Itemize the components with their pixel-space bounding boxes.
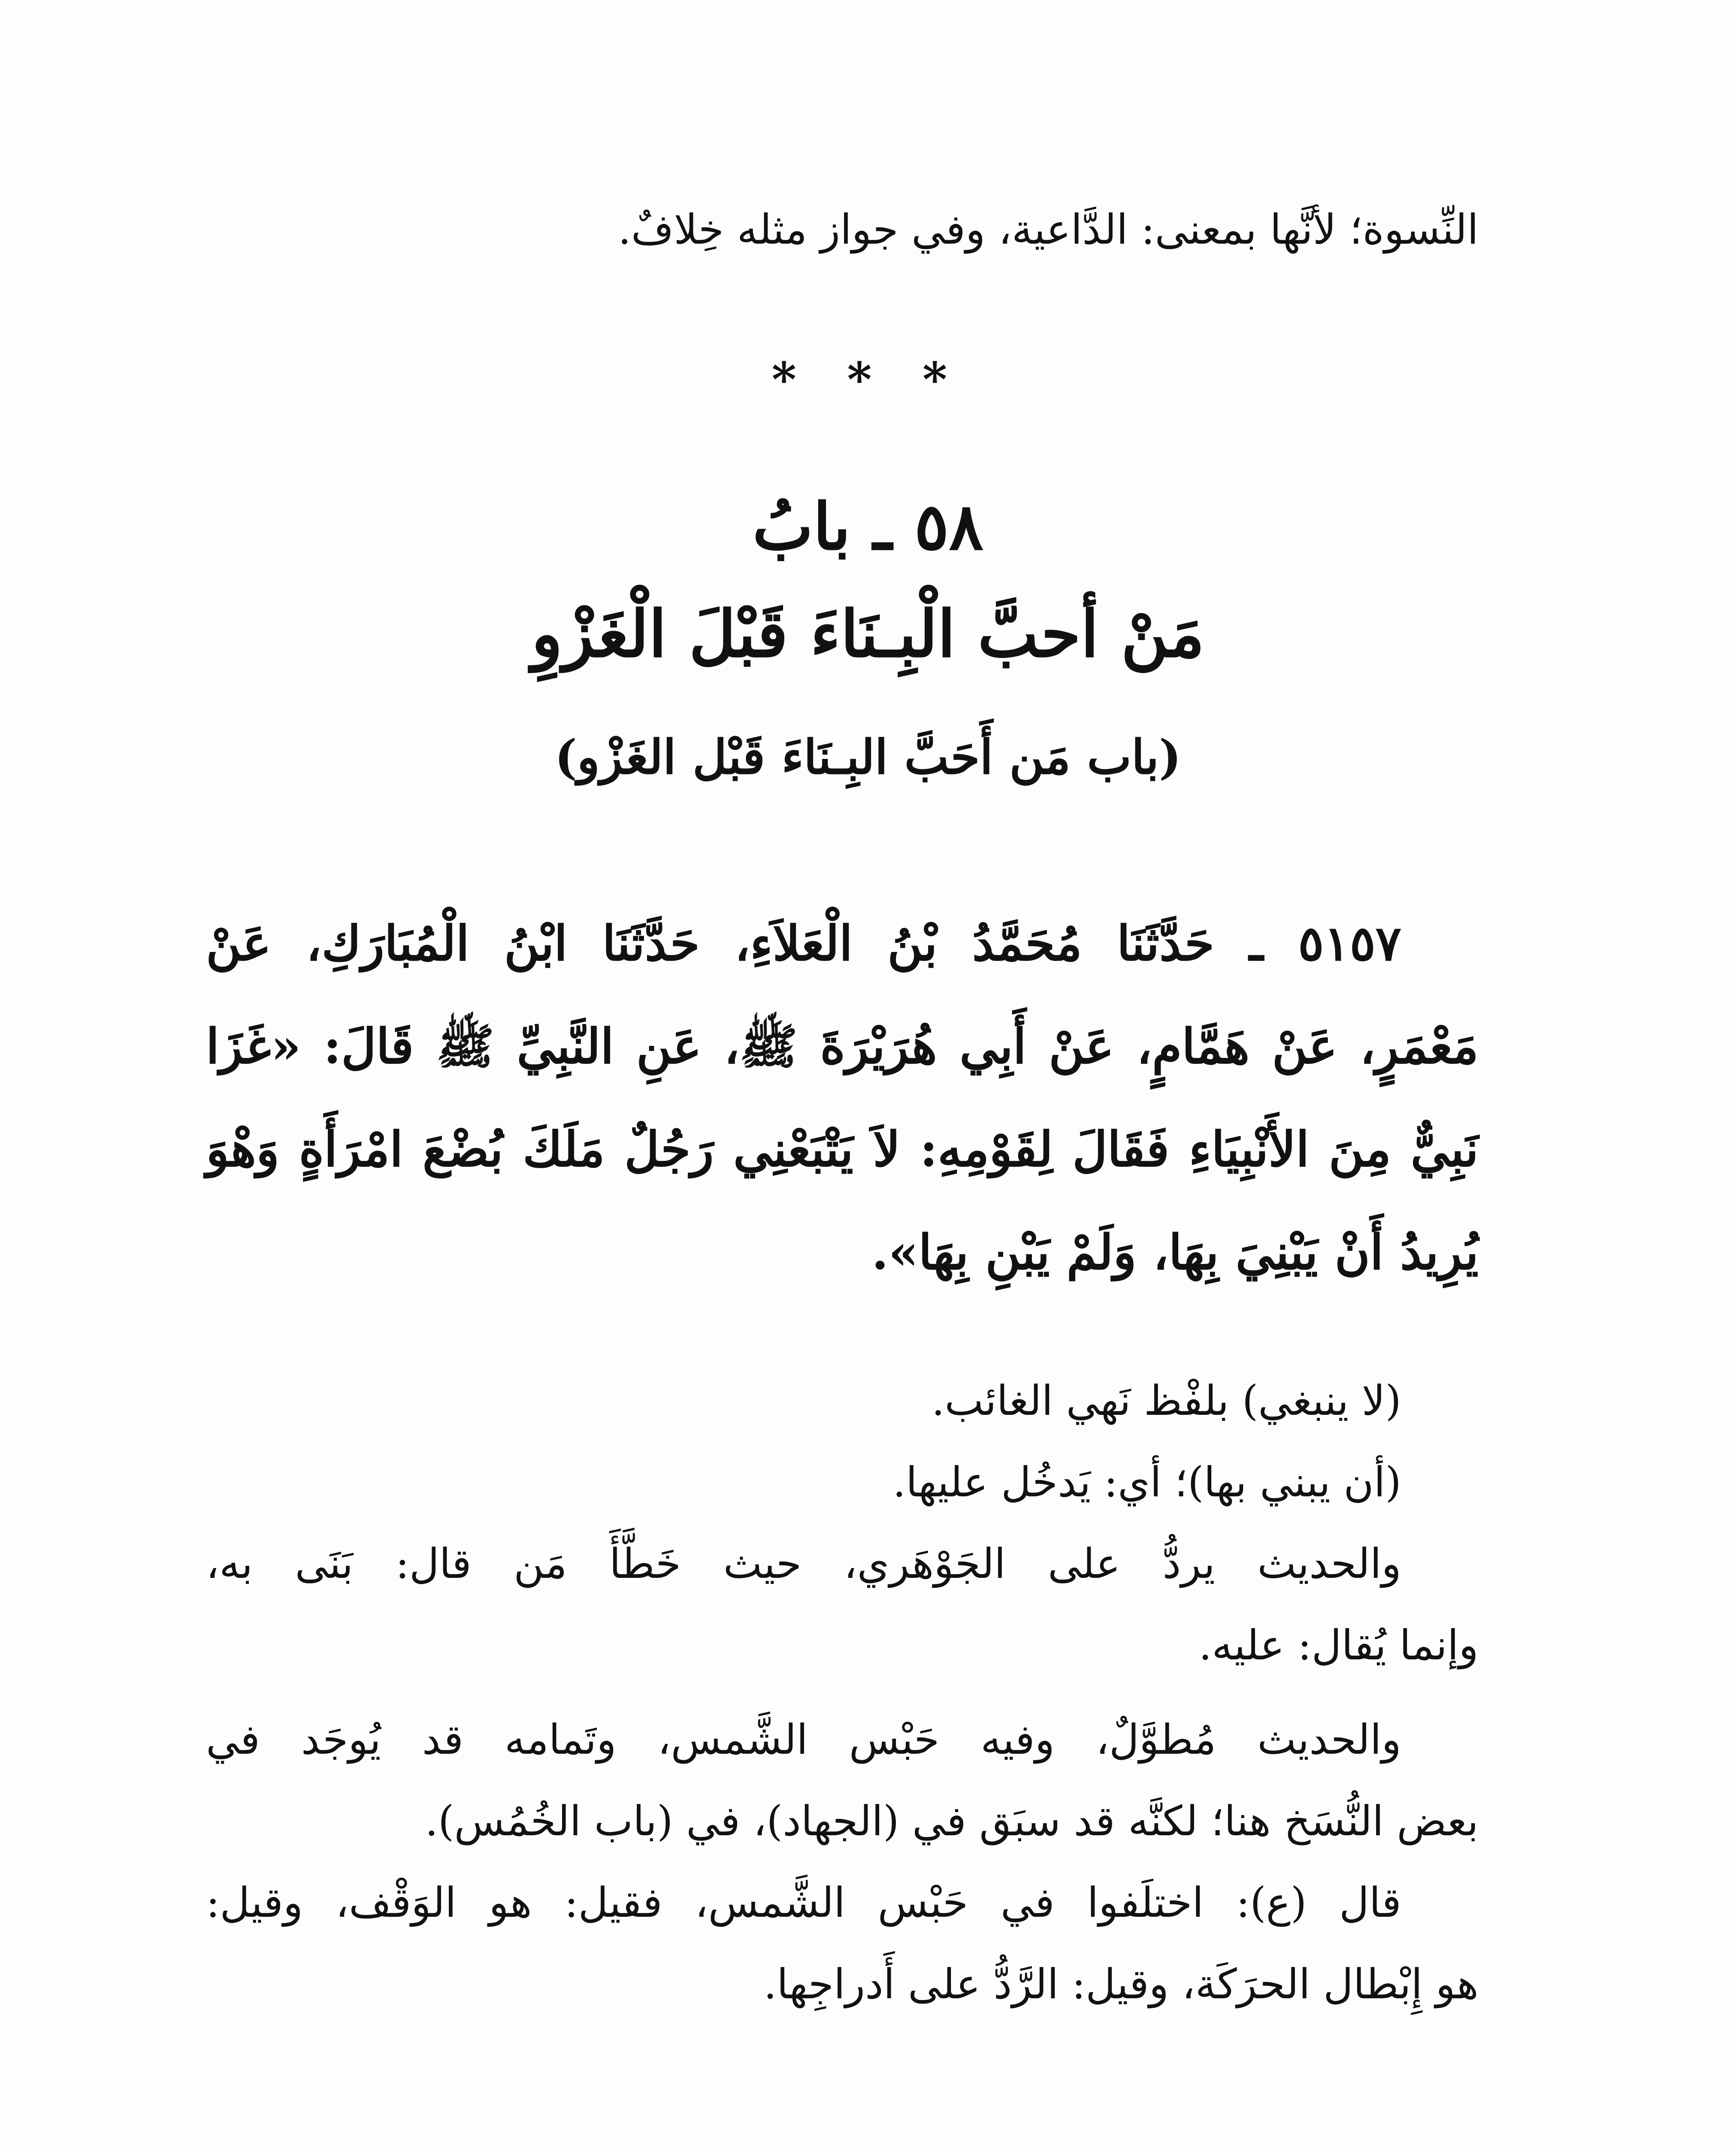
commentary-p4-line2: بعض النُّسَخ هنا؛ لكنَّه قد سبَق في (الجهاد)، في (باب الخُمُس).: [425, 1797, 1479, 1845]
hadith-line: يُرِيدُ أَنْ يَبْنِيَ بِهَا، وَلَمْ يَبْنِ بِهَا».: [871, 1224, 1479, 1281]
hadith-text: [206, 892, 1479, 1304]
chapter-subtitle: (باب مَن أَحَبَّ البِـنَاءَ قَبْل الغَزْو): [554, 729, 1182, 785]
intro-line: النِّسوة؛ لأنَّها بمعنى: الدَّاعية، وفي جواز مثله خِلافٌ.: [618, 205, 1479, 254]
intro-block: [206, 189, 1479, 270]
commentary-p3-line1: والحديث يردُّ على الجَوْهَري، حيث خَطَّأَ مَن قال: بَنَى به،: [206, 1540, 1401, 1588]
commentary: [206, 1360, 1479, 2025]
commentary-p5-line1: قال (ع): اختلَفوا في حَبْس الشَّمس، فقيل: هو الوَقْف، وقيل:: [206, 1879, 1401, 1927]
commentary-p4-line1: والحديث مُطوَّلٌ، وفيه حَبْس الشَّمس، وتَمامه قد يُوجَد في: [206, 1716, 1401, 1764]
commentary-p2: (أن يبني بها)؛ أي: يَدخُل عليها.: [892, 1458, 1401, 1506]
commentary-p3-line2: وإنما يُقال: عليه.: [1198, 1621, 1479, 1669]
hadith-line: ٥١٥٧ ـ حَدَّثَنَا مُحَمَّدُ بْنُ الْعَلاَءِ، حَدَّثَنَا ابْنُ الْمُبَارَكِ، عَنْ: [206, 915, 1401, 972]
chapter-title: مَنْ أحبَّ الْبِـنَاءَ قَبْلَ الْغَزْوِ: [531, 596, 1205, 672]
section-separator: * * *: [771, 352, 965, 407]
chapter-number: ٥٨ ـ بابُ: [752, 489, 984, 565]
commentary-p5-line2: هو إِبْطال الحرَكَة، وقيل: الرَّدُّ على أَدراجِها.: [763, 1960, 1479, 2008]
hadith-line: نَبِيٌّ مِنَ الأَنْبِيَاءِ فَقَالَ لِقَوْمِهِ: لاَ يَتْبَعْنِي رَجُلٌ مَلَكَ بُضْعَ امْرَأَةٍ وَهْوَ: [206, 1121, 1479, 1178]
commentary-p1: (لا ينبغي) بلفْظ نَهي الغائب.: [932, 1377, 1401, 1425]
hadith-line: مَعْمَرٍ، عَنْ هَمَّامٍ، عَنْ أَبِي هُرَيْرَةَ ﷺ، عَنِ النَّبِيِّ ﷺ قَالَ: «غَزَا: [206, 1018, 1479, 1075]
